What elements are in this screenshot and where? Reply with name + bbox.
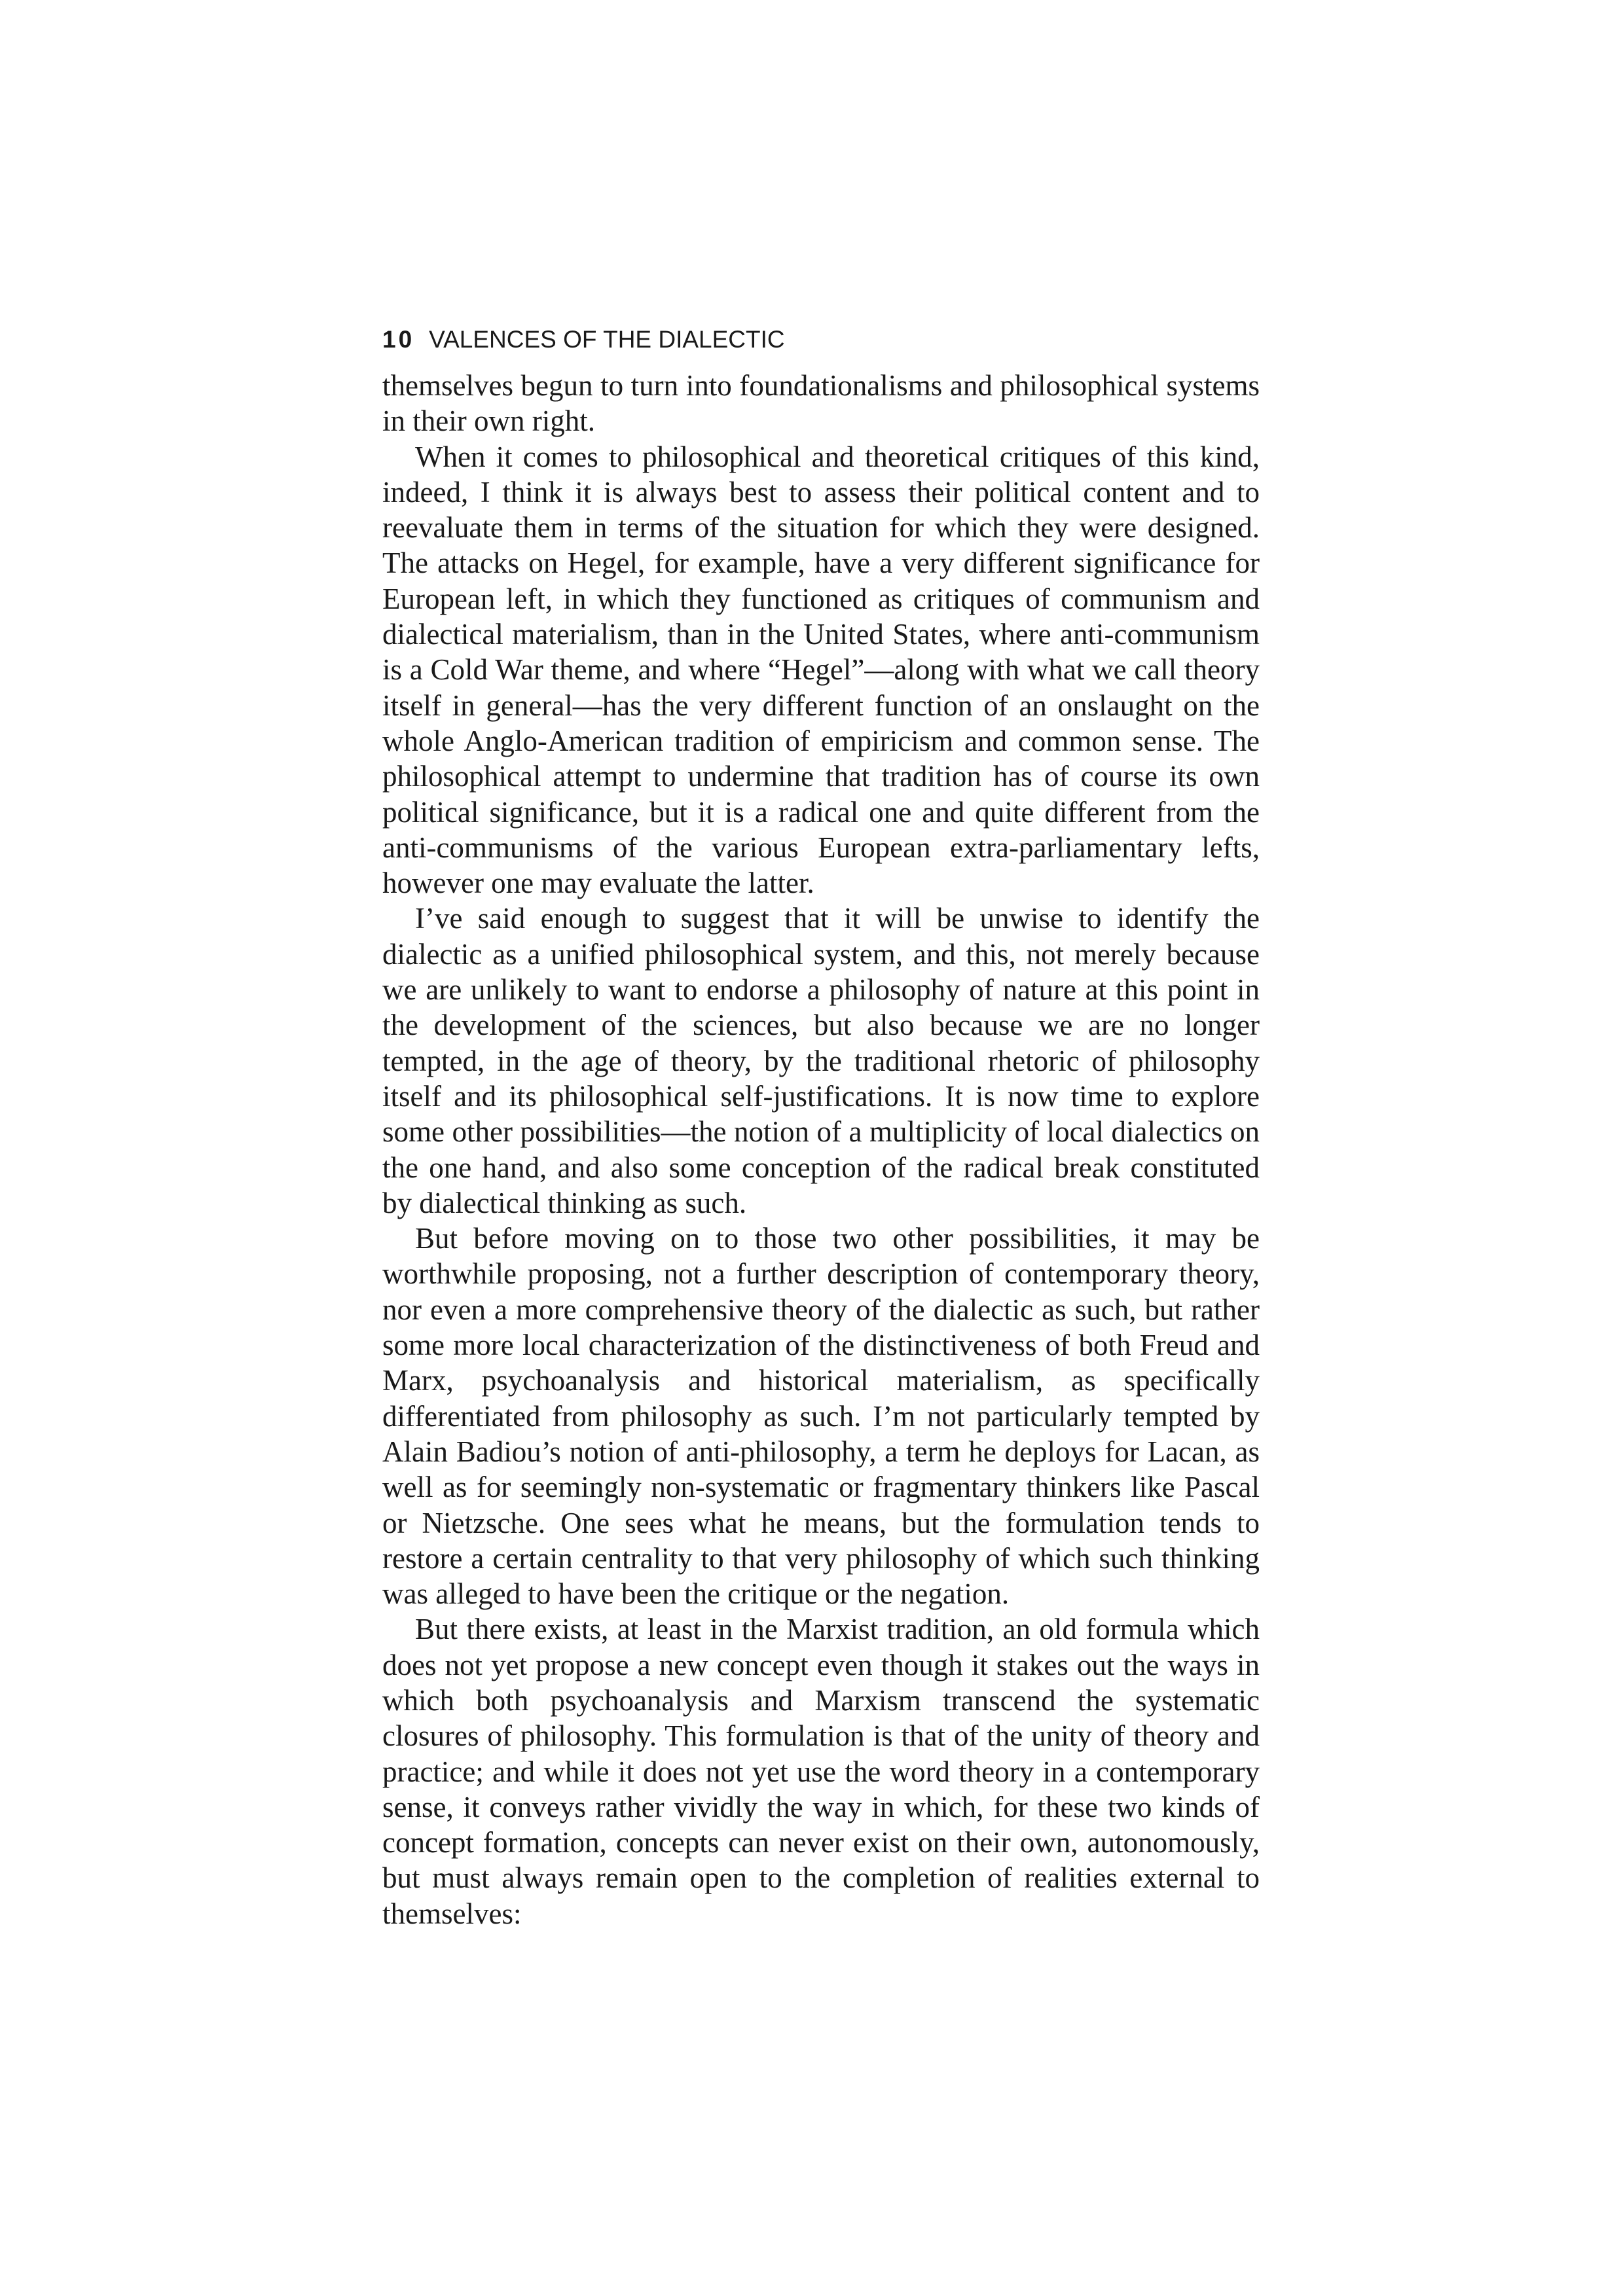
paragraph: But there exists, at least in the Marxist tradition, an old formula which does not yet propose a new concept even though it stakes out the ways in which both psychoanalysis and Marxism transcend the systematic closures of philosophy. This formulation is that of the unity of theory and practice; and while it does not yet use the word theory in a contemporary sense, it conveys rather vividly the way in which, for these two kinds of concept formation, concepts can never exist on their own, autonomously, but must always remain open to the completion of realities external to themselves:	[382, 1613, 1260, 1930]
paragraph-continuation: themselves begun to turn into foundationalisms and philosophical systems in their own right.	[382, 369, 1260, 438]
running-title: VALENCES OF THE DIALECTIC	[429, 326, 785, 353]
page-number: 10	[382, 326, 415, 353]
body-text	[382, 368, 1260, 1931]
paragraph: When it comes to philosophical and theoretical critiques of this kind, indeed, I think it is always best to assess their political content and to reevaluate them in terms of the situation for which they were designed. The attacks on Hegel, for example, have a very different significance for European left, in which they functioned as critiques of communism and dialectical materialism, than in the United States, where anti-communism is a Cold War theme, and where “Hegel”—along with what we call theory itself in general—has the very different function of an onslaught on the whole Anglo-American tradition of empiricism and common sense. The philosophical attempt to undermine that tradition has of course its own political significance, but it is a radical one and quite different from the anti-communisms of the various European extra-parliamentary lefts, however one may evaluate the latter.	[382, 440, 1260, 900]
running-head	[382, 320, 785, 359]
paragraph: I’ve said enough to suggest that it will be unwise to identify the dialectic as a unified philosophical system, and this, not merely because we are unlikely to want to endorse a philosophy of nature at this point in the development of the sciences, but also because we are no longer tempted, in the age of theory, by the traditional rhetoric of philosophy itself and its philosophical self-justifications. It is now time to explore some other possibilities—the notion of a multiplicity of local dialectics on the one hand, and also some conception of the radical break constituted by dialectical thinking as such.	[382, 902, 1260, 1219]
paragraph: But before moving on to those two other possibilities, it may be worthwhile proposing, not a further description of contemporary theory, nor even a more comprehensive theory of the dialectic as such, but rather some more local characterization of the distinctiveness of both Freud and Marx, psychoanalysis and historical materialism, as specifically differentiated from philosophy as such. I’m not particularly tempted by Alain Badiou’s notion of anti-philosophy, a term he deploys for Lacan, as well as for seemingly non-systematic or fragmentary thinkers like Pascal or Nietzsche. One sees what he means, but the formulation tends to restore a certain centrality to that very philosophy of which such thinking was alleged to have been the critique or the negation.	[382, 1222, 1260, 1611]
